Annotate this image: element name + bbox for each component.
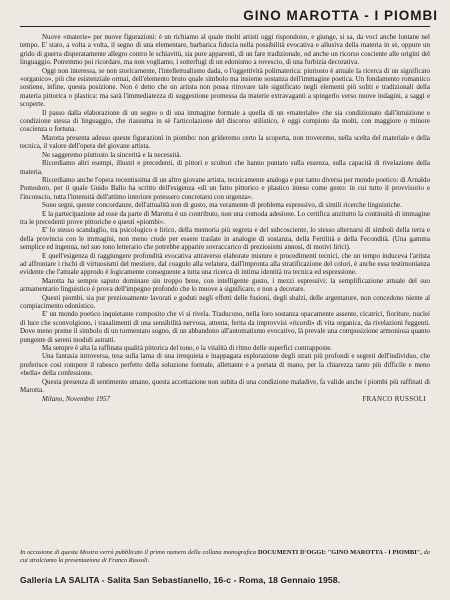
note-intro: In occasione di questa Mostra verrà pubblicato il primo numero della collana monografica (20, 549, 257, 556)
signature-author: FRANCO RUSSOLI (362, 395, 426, 404)
note-outro: da cui stralciamo la presentazione di Franco Russoli. (20, 549, 430, 564)
essay-body (20, 33, 430, 545)
essay-paragraph: Oggi non interessa, se non storicamente, l'intellettualismo dada, o l'oggettività polimaterica: piuttosto è attuale la ricerca di un significato «organico», più che esistenziale ormai, dell'elemento bruto quale simbolo ma insieme sostanza dell'immagine poetica. Un fondamento romantico sostiene, infine, questa posizione. Non è detto che un artista non possa ritrovare tale significato negli elementi più soliti e tradizionali della materia pittorica o plastica: ma sarà l'immediatezza di suggestione promessa da materie extravaganti a spingerlo verso nuove indagini, a saggi e scoperte. (20, 66, 430, 109)
page-header (20, 8, 438, 28)
essay-paragraph: Questa presenza di sentimento umano, questa accettazione non subita di una condizione maladive, fa valide anche i piombi più raffinati di Marotta. (20, 377, 430, 395)
essay-paragraph: Marotta ha sempre saputo dominare sin troppo bene, con intelligente gusto, i mezzi espressivi: la semplificazione attuale del suo armamentario linguistico è prova dell'impegno profondo che lo muove a significare, e non a decorare. (20, 276, 430, 294)
gallery-address-line: Galleria LA SALITA - Salita San Sebastianello, 16-c - Roma, 18 Gennaio 1958. (20, 575, 341, 585)
header-rule (20, 26, 430, 27)
essay-paragraph: E quell'esigenza di raggiungere profondità evocativa attraverso elaborate misture e procedimenti tecnici, che un tempo induceva l'artista ad affrontare i rischi di virtuosismi del mestiere, dal coagulo alla velatura, dall'impronta alla stratificazione del colori, è anche essa testimonianza evidente che l'attuale approdo è logicamente conseguente a tutta una ricerca di intima identità tra tecnica ed espressione. (20, 251, 430, 277)
signature-place-date: Milano, Novembre 1957 (42, 395, 110, 404)
note-series-title: DOCUMENTI D'OGGI: "GINO MAROTTA - I PIOMBI", (257, 549, 422, 556)
essay-paragraph: Il passo dalla elaborazione di un segno o di una immagine formale a quella di un «materiale» che sia condizionato dall'intuizione e condizione stessa di linguaggio, che riassuma in sè l'articolazione del discorso stilistico, è oggi compiuto da molti, con maggiore o minore coscienza o fortuna. (20, 108, 430, 134)
essay-paragraph: Nuove «materie» per nuove figurazioni: è un richiamo al quale molti artisti oggi rispondono, e giunge, si sa, da voci anche lontane nel tempo. E' stato, a volta a volta, il segno di una elementare, barbarica fiducia nella possibilità evocativa e allusiva della materia in sè, oppure un grido di guerra disperatamente allegro contro le schiavitù, sia pure apparenti, di un fare tradizionale, od anche un ricorso cosciente alle origini del linguaggio. Potremmo poi ricordare, ma non vogliamo, i sotterfugi di un edonismo a rovescio, di una furbizia decorativa. (20, 33, 430, 67)
essay-paragraph: Sono segni, queste concordanze, dell'attualità non di gusto, ma veramente di problema espressivo, di simili ricerche linguistiche. (42, 201, 402, 210)
essay-paragraph: Ma sempre è alta la raffinata qualità pittorica del tono, e la vitalità di ritmo delle superfici contrapposte. (42, 344, 333, 353)
essay-paragraph: E' lo stesso scandaglio, tra psicologico e lirico, della memoria più segreta e del subcosciente, lo stesso alternarsi di simboli della terra e della provincia con le immagini, non meno crude per essere traslate in analogie di sostanza, della Fertilità e della Fecondità. (Una gamma semplice ed ingenua, nel suo tono letterario che potrebbe apparire sovraccarico di preziosismi annosi, di motivi lirici). (20, 226, 430, 252)
page-title: GINO MAROTTA - I PIOMBI (243, 8, 438, 23)
signature-line (20, 395, 430, 403)
essay-paragraph: Questi piombi, sia pur preziosamente lavorati e goduti negli effetti delle fusioni, degli sbalzi, delle argentature, non concedono niente al compiacimento edonistico. (20, 293, 430, 310)
essay-paragraph: Ricordiamo anche l'opera recentissima di un altro giovane artista, tecnicamente analoga e pur tanto diversa per mondo poetico: di Arnaldo Pomodoro, per il quale Guido Ballo ha scritto dell'esigenza «di un fatto pittorico e plastico inteso come gesto: in cui tutto il provvisorio e l'inconscio, tutta l'intensità dell'attimo interiore potessero concretarsi con urgenza». (20, 175, 430, 201)
essay-paragraph: Una fantasia introversa, tesa sulla lama di una irrequieta e inappagata esplorazione degli strati più profondi e segreti dell'individuo, che preferisce così rompere il rabesco perfetto della soluzione formale, allettante e a portata di mano, per la chiarezza tanto più difficile e meno «bella» della confessione. (20, 352, 430, 378)
publication-note (20, 549, 430, 571)
essay-paragraph: Ricordiamo altri esempi, illustri e precedenti, di pittori e scultori che hanno puntato sulla essenza, sulla capacità di rivelazione della materia. (20, 159, 430, 176)
essay-paragraph: E' un mondo poetico inquietante composito che vi si rivela. Traducono, nella loro sostanza opacamente assente, cicatrici, fioriture, nuclei di luce che sconvolgiono, i trasalimenti di una sensibilità nervosa, attenta, ferita da improvvisi «ricordi» di vita organica, da rivelazioni fuggenti. Dove meno preme il simbolo di un tormentato sogno, di un abbandono all'automatismo evocativo, là prevale una composizione armoniosa quanto pungente di sereni moduli astratti. (20, 310, 430, 344)
essay-paragraph: E la partecipazione ad esse da parte di Marotta è un contributo, non una comoda adesione. Lo certifica anzitutto la continuità di immagine tra le precedenti prove pittoriche e questi «piombi». (20, 209, 430, 226)
essay-paragraph: Ne saggeremo piuttosto la sincerità e la necessità. (42, 150, 182, 159)
essay-paragraph: Marotta presenta adesso queste figurazioni in piombo: non grideremo certo la scoperta, non troveremo, nella scelta del materiale e della tecnica, il valore dell'opera del giovane artista. (20, 133, 430, 151)
